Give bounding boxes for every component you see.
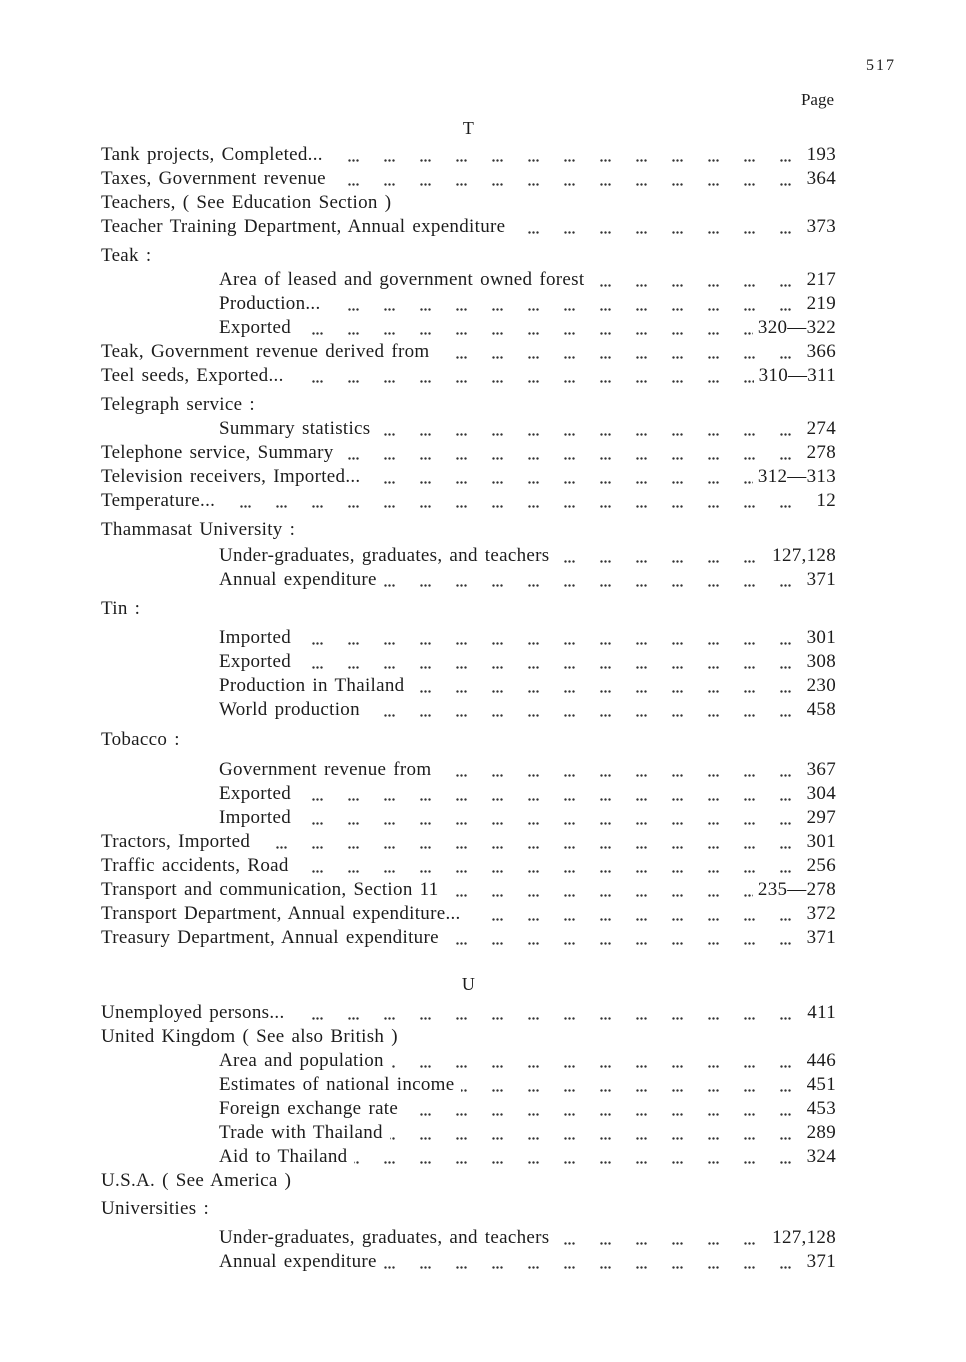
subentry-label: Exported: [101, 650, 298, 674]
index-heading: [101, 728, 836, 752]
entry-label: Teak, Government revenue derived from: [101, 340, 437, 364]
index-subentry: [101, 698, 836, 722]
index-entry: [101, 902, 836, 926]
index-subentry: [101, 1097, 836, 1121]
entry-page-ref: 297: [802, 806, 836, 830]
index-subentry: [101, 1121, 836, 1145]
entry-page-ref: 304: [802, 782, 836, 806]
entry-page-ref: 127,128: [767, 544, 836, 568]
entry-page-ref: 371: [802, 1250, 836, 1274]
index-cross-reference: [101, 191, 836, 215]
index-entry: [101, 830, 836, 854]
entry-page-ref: 193: [802, 143, 836, 167]
index-heading: [101, 518, 836, 542]
subentry-label: Summary statistics: [101, 417, 377, 441]
entry-page-ref: 372: [802, 902, 836, 926]
entry-page-ref: 364: [802, 167, 836, 191]
subentry-label: Exported: [101, 316, 298, 340]
entry-page-ref: 312—313: [753, 465, 836, 489]
entry-label: Thammasat University :: [101, 518, 302, 542]
subentry-label: Area of leased and government owned forest: [101, 268, 591, 292]
entry-label: Tin :: [101, 597, 147, 621]
entry-page-ref: 310—311: [754, 364, 836, 388]
index-entry: [101, 441, 836, 465]
entry-page-ref: 458: [802, 698, 836, 722]
subentry-label: World production: [101, 698, 367, 722]
entry-page-ref: 371: [802, 926, 836, 950]
index-heading: [101, 244, 836, 268]
index-subentry: [101, 758, 836, 782]
subentry-label: Imported: [101, 626, 298, 650]
index-entry: [101, 364, 836, 388]
entry-label: Treasury Department, Annual expenditure: [101, 926, 446, 950]
subentry-label: Foreign exchange rate: [101, 1097, 405, 1121]
index-entry: [101, 143, 836, 167]
index-subentry: [101, 568, 836, 592]
index-entry: [101, 926, 836, 950]
entry-page-ref: 446: [802, 1049, 836, 1073]
entry-label: Temperature...: [101, 489, 222, 513]
entry-page-ref: 235—278: [753, 878, 836, 902]
subentry-label: Trade with Thailand: [101, 1121, 390, 1145]
subentry-label: Under-graduates, graduates, and teachers: [101, 1226, 556, 1250]
entry-page-ref: 230: [802, 674, 836, 698]
entry-label: Tank projects, Completed...: [101, 143, 330, 167]
subentry-label: Production in Thailand: [101, 674, 411, 698]
index-subentry: [101, 1073, 836, 1097]
entry-page-ref: 324: [802, 1145, 836, 1169]
section-letter-u: U: [461, 974, 476, 994]
entry-page-ref: 367: [802, 758, 836, 782]
index-entry: [101, 215, 836, 239]
entry-label: Teel seeds, Exported...: [101, 364, 291, 388]
entry-label: United Kingdom ( See also British ): [101, 1025, 405, 1049]
index-entry: [101, 854, 836, 878]
entry-page-ref: 217: [802, 268, 836, 292]
entry-label: Telegraph service :: [101, 393, 262, 417]
page-column-label: Page: [800, 90, 834, 109]
entry-label: Transport and communication, Section 11: [101, 878, 446, 902]
index-subentry: [101, 1226, 836, 1250]
index-entry: [101, 167, 836, 191]
subentry-label: Annual expenditure: [101, 568, 384, 592]
subentry-label: Under-graduates, graduates, and teachers: [101, 544, 556, 568]
entry-page-ref: 301: [802, 626, 836, 650]
index-subentry: [101, 1145, 836, 1169]
subentry-label: Imported: [101, 806, 298, 830]
entry-page-ref: 127,128: [767, 1226, 836, 1250]
subentry-label: Area and population: [101, 1049, 391, 1073]
entry-page-ref: 278: [802, 441, 836, 465]
index-subentry: [101, 292, 836, 316]
entry-label: Teak :: [101, 244, 158, 268]
entry-page-ref: 308: [802, 650, 836, 674]
entry-page-ref: 451: [802, 1073, 836, 1097]
entry-page-ref: 301: [802, 830, 836, 854]
entry-label: Unemployed persons...: [101, 1001, 292, 1025]
index-heading: [101, 393, 836, 417]
index-subentry: [101, 782, 836, 806]
entry-page-ref: 320—322: [753, 316, 836, 340]
index-heading: [101, 597, 836, 621]
subentry-label: Exported: [101, 782, 298, 806]
entry-page-ref: 371: [802, 568, 836, 592]
section-letter-t: T: [462, 118, 475, 138]
subentry-label: Estimates of national income: [101, 1073, 461, 1097]
entry-label: Tobacco :: [101, 728, 187, 752]
entry-page-ref: 366: [802, 340, 836, 364]
entry-page-ref: 373: [802, 215, 836, 239]
entry-page-ref: 289: [802, 1121, 836, 1145]
page-number: 517: [866, 57, 896, 74]
index-subentry: [101, 1250, 836, 1274]
index-entry: [101, 878, 836, 902]
entry-label: Teacher Training Department, Annual expenditure: [101, 215, 512, 239]
index-cross-reference: [101, 1169, 836, 1193]
subentry-label: Aid to Thailand: [101, 1145, 354, 1169]
entry-label: Telephone service, Summary: [101, 441, 341, 465]
subentry-label: Annual expenditure: [101, 1250, 384, 1274]
entry-label: Taxes, Government revenue: [101, 167, 333, 191]
index-subentry: [101, 544, 836, 568]
index-entry: [101, 489, 836, 513]
index-entry: [101, 1001, 836, 1025]
entry-page-ref: 411: [802, 1001, 836, 1025]
index-subentry: [101, 1049, 836, 1073]
entry-label: U.S.A. ( See America ): [101, 1169, 298, 1193]
entry-page-ref: 12: [811, 489, 836, 513]
index-entry: [101, 465, 836, 489]
index-entry: [101, 340, 836, 364]
index-heading: [101, 1197, 836, 1221]
index-subentry: [101, 650, 836, 674]
index-subentry: [101, 417, 836, 441]
index-subentry: [101, 806, 836, 830]
index-subentry: [101, 268, 836, 292]
index-subentry: [101, 316, 836, 340]
entry-label: Television receivers, Imported...: [101, 465, 367, 489]
entry-page-ref: 219: [802, 292, 836, 316]
subentry-label: Government revenue from: [101, 758, 438, 782]
entry-page-ref: 274: [802, 417, 836, 441]
entry-page-ref: 256: [802, 854, 836, 878]
subject-index: [101, 116, 836, 1274]
entry-label: Teachers, ( See Education Section ): [101, 191, 398, 215]
entry-label: Transport Department, Annual expenditure...: [101, 902, 468, 926]
entry-label: Tractors, Imported: [101, 830, 257, 854]
index-heading: [101, 1025, 836, 1049]
index-subentry: [101, 674, 836, 698]
subentry-label: Production...: [101, 292, 328, 316]
entry-label: Traffic accidents, Road: [101, 854, 296, 878]
entry-page-ref: 453: [802, 1097, 836, 1121]
index-subentry: [101, 626, 836, 650]
entry-label: Universities :: [101, 1197, 216, 1221]
